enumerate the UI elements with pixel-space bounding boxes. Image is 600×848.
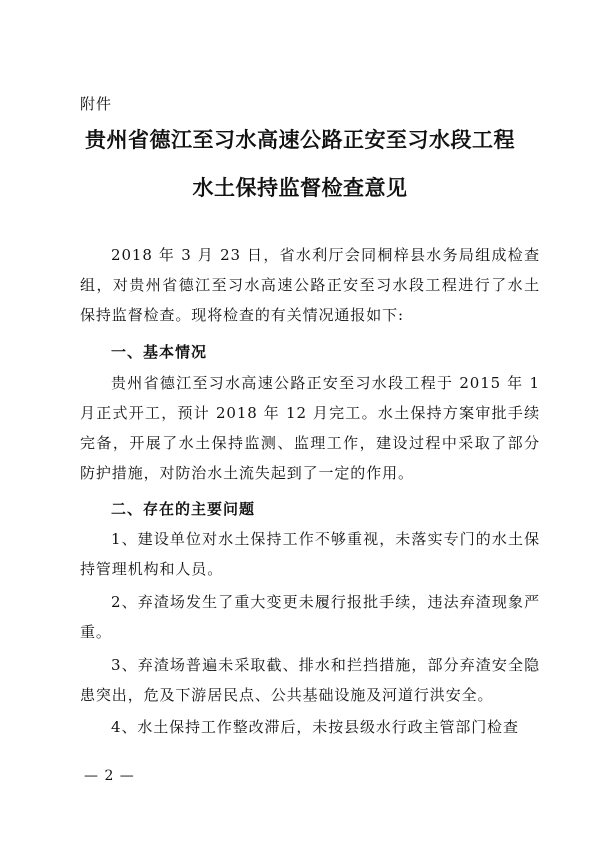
section-heading-main-problems: 二、存在的主要问题 (111, 500, 256, 518)
basic-situation-paragraph: 贵州省德江至习水高速公路正安至习水段工程于 2015 年 1 月正式开工，预计 2018 年 12 月完工。水土保持方案审批手续完备，开展了水土保持监测、监理工作，建设过程中采取了部分防护措施，对防治水土流失起到了一定的作用。 (80, 374, 540, 482)
document-title-line-1: 贵州省德江至习水高速公路正安至习水段工程 (85, 127, 515, 152)
page-number: — 2 — (84, 768, 135, 784)
problem-item-4: 4、水土保持工作整改滞后，未按县级水行政主管部门检查 (111, 718, 519, 736)
problem-item-1: 1、建设单位对水土保持工作不够重视，未落实专门的水土保持管理机构和人员。 (80, 530, 540, 578)
attachment-label: 附件 (80, 95, 113, 113)
intro-paragraph: 2018 年 3 月 23 日，省水利厅会同桐梓县水务局组成检查组，对贵州省德江至习水高速公路正安至习水段工程进行了水土保持监督检查。现将检查的有关情况通报如下: (80, 246, 540, 324)
section-heading-basic-situation: 一、基本情况 (111, 343, 208, 361)
problem-item-2: 2、弃渣场发生了重大变更未履行报批手续，违法弃渣现象严重。 (80, 593, 540, 641)
document-title-line-2: 水土保持监督检查意见 (192, 175, 408, 200)
problem-item-3: 3、弃渣场普遍未采取截、排水和拦挡措施，部分弃渣安全隐患突出，危及下游居民点、公共基础设施及河道行洪安全。 (80, 656, 540, 704)
